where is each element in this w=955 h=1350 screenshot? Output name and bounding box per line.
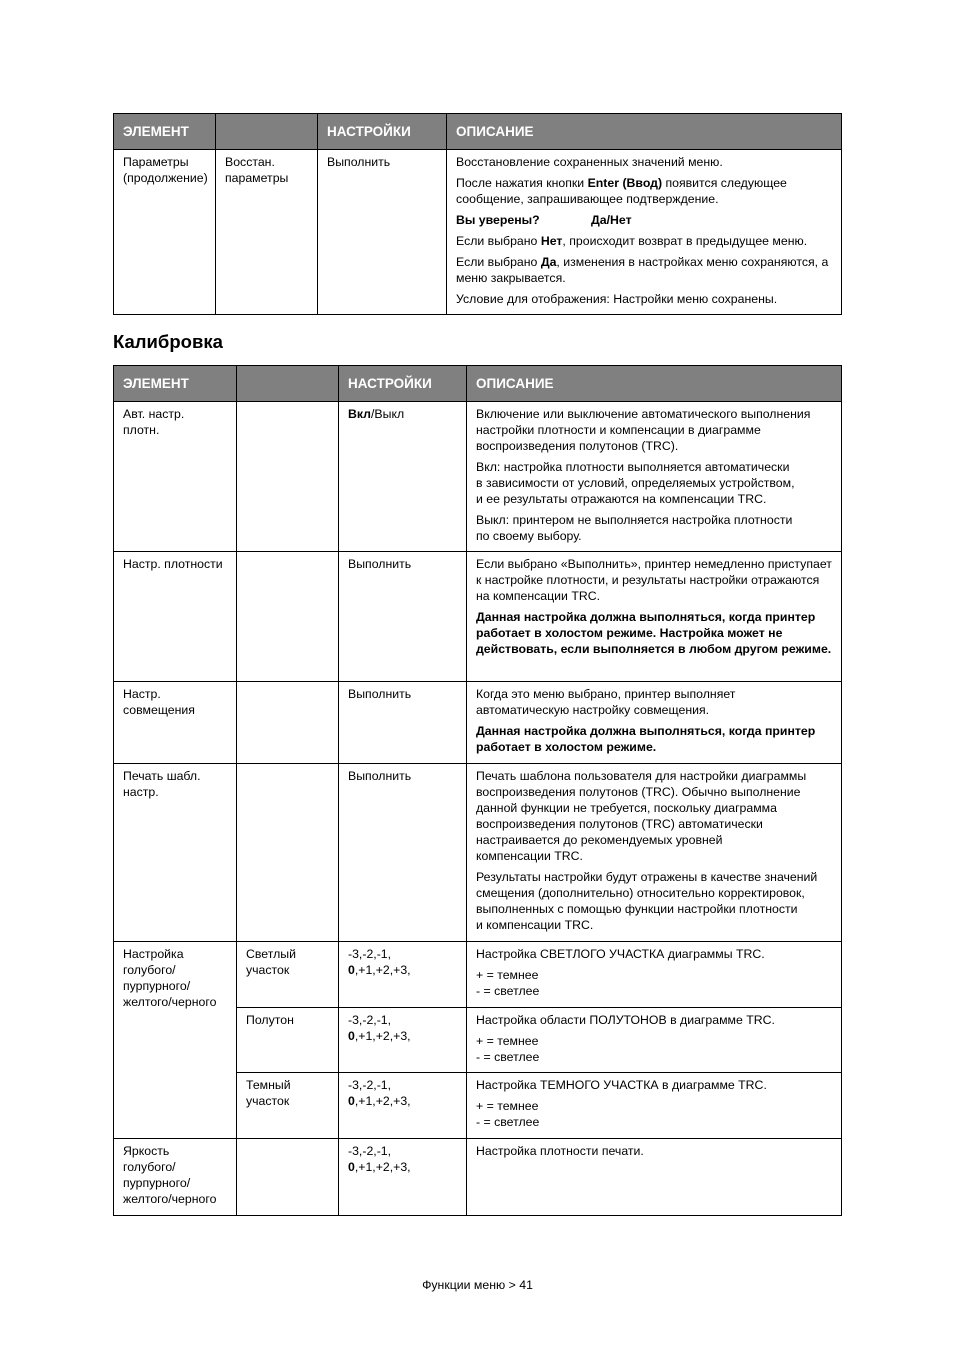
description-cell <box>467 942 842 1008</box>
header-subitem <box>216 114 318 150</box>
subitem-cell <box>237 552 339 682</box>
subitem-cell <box>237 682 339 764</box>
subitem-cell: Восстан. параметры <box>216 150 318 315</box>
header-description: ОПИСАНИЕ <box>467 366 842 402</box>
description-text: + = темнее - = светлее <box>476 1034 540 1064</box>
table-row <box>114 150 842 315</box>
table-row <box>114 942 842 1008</box>
section-heading: Калибровка <box>113 331 223 352</box>
description-text: Восстановление сохраненных значений меню. <box>456 155 723 169</box>
warning-text: Данная настройка должна выполняться, когда принтер работает в холостом режиме. <box>476 724 816 754</box>
header-subitem <box>237 366 339 402</box>
description-text: Печать шаблона пользователя для настройки диаграммы воспроизведения полутонов (TRC). Обычно выполнение данной функции не требуется, поскольку диаграмма воспроизведения полутонов (TRC) автоматически настраивается до рекомендуемых уровней компенсации TRC. <box>476 769 807 863</box>
header-description: ОПИСАНИЕ <box>447 114 842 150</box>
description-text: + = темнее - = светлее <box>476 1099 540 1129</box>
setting-cell: Вкл/Выкл <box>339 402 467 552</box>
description-text: После нажатия кнопки Enter (Ввод) появится следующее сообщение, запрашивающее подтверждение. <box>456 176 787 206</box>
description-cell <box>467 1139 842 1216</box>
setting-cell: -3,-2,-1, 0,+1,+2,+3, <box>339 1073 467 1139</box>
element-cell: Печать шабл. настр. <box>114 764 237 942</box>
subitem-cell: Светлый участок <box>237 942 339 1008</box>
description-text: Результаты настройки будут отражены в качестве значений смещения (дополнительно) относительно корректировок, выполненных с помощью функции настройки плотности и компенсации TRC. <box>476 870 818 932</box>
table-row <box>114 1139 842 1216</box>
element-cell: Настр. плотности <box>114 552 237 682</box>
description-cell <box>447 150 842 315</box>
subitem-cell <box>237 764 339 942</box>
description-cell <box>467 764 842 942</box>
header-settings: НАСТРОЙКИ <box>339 366 467 402</box>
setting-cell: Выполнить <box>339 552 467 682</box>
setting-cell: Выполнить <box>318 150 447 315</box>
page-footer: Функции меню > 41 <box>422 1278 533 1292</box>
element-cell: Настройка голубого/ пурпурного/ желтого/черного <box>114 942 237 1139</box>
settings-table-continued <box>113 113 842 315</box>
setting-cell: -3,-2,-1, 0,+1,+2,+3, <box>339 942 467 1008</box>
setting-cell: Выполнить <box>339 682 467 764</box>
subitem-cell: Темный участок <box>237 1073 339 1139</box>
description-text: Выкл: принтером не выполняется настройка плотности по своему выбору. <box>476 513 793 543</box>
description-text: Условие для отображения: Настройки меню сохранены. <box>456 292 778 306</box>
confirmation-prompt: Вы уверены? Да/Нет <box>456 213 632 227</box>
description-text: Настройка плотности печати. <box>476 1144 644 1158</box>
setting-cell: -3,-2,-1, 0,+1,+2,+3, <box>339 1139 467 1216</box>
element-cell: Яркость голубого/ пурпурного/ желтого/черного <box>114 1139 237 1216</box>
description-text: Если выбрано Да, изменения в настройках меню сохраняются, а меню закрывается. <box>456 255 829 285</box>
warning-text: Данная настройка должна выполняться, когда принтер работает в холостом режиме. Настройка может не действовать, если выполняется в любом другом режиме. <box>476 610 832 656</box>
setting-cell: Выполнить <box>339 764 467 942</box>
description-text: Если выбрано «Выполнить», принтер немедленно приступает к настройке плотности, и результаты настройки отражаются на компенсации TRC. <box>476 557 832 603</box>
description-text: Настройка ТЕМНОГО УЧАСТКА в диаграмме TRC. <box>476 1078 767 1092</box>
table-header-row <box>114 114 842 150</box>
header-element: ЭЛЕМЕНТ <box>114 366 237 402</box>
header-element: ЭЛЕМЕНТ <box>114 114 216 150</box>
description-text: Если выбрано Нет, происходит возврат в предыдущее меню. <box>456 234 808 248</box>
subitem-cell <box>237 402 339 552</box>
description-text: Настройка СВЕТЛОГО УЧАСТКА диаграммы TRC. <box>476 947 765 961</box>
subitem-cell <box>237 1139 339 1216</box>
description-cell <box>467 552 842 682</box>
table-header-row <box>114 366 842 402</box>
description-cell <box>467 1008 842 1073</box>
subitem-cell: Полутон <box>237 1008 339 1073</box>
element-cell: Параметры (продолжение) <box>114 150 216 315</box>
description-cell <box>467 402 842 552</box>
description-text: + = темнее - = светлее <box>476 968 540 998</box>
description-text: Когда это меню выбрано, принтер выполняет автоматическую настройку совмещения. <box>476 687 736 717</box>
element-cell: Настр. совмещения <box>114 682 237 764</box>
setting-cell: -3,-2,-1, 0,+1,+2,+3, <box>339 1008 467 1073</box>
description-text: Настройка области ПОЛУТОНОВ в диаграмме TRC. <box>476 1013 775 1027</box>
description-text: Включение или выключение автоматического выполнения настройки плотности и компенсации в диаграмме воспроизведения полутонов (TRC). <box>476 407 811 453</box>
table-row <box>114 402 842 552</box>
table-row <box>114 764 842 942</box>
description-cell <box>467 1073 842 1139</box>
table-row <box>114 552 842 682</box>
calibration-table <box>113 365 842 1216</box>
table-row <box>114 682 842 764</box>
element-cell: Авт. настр. плотн. <box>114 402 237 552</box>
description-cell <box>467 682 842 764</box>
header-settings: НАСТРОЙКИ <box>318 114 447 150</box>
description-text: Вкл: настройка плотности выполняется автоматически в зависимости от условий, определяемых устройством, и ее результаты отражаются на компенсации TRC. <box>476 460 795 506</box>
